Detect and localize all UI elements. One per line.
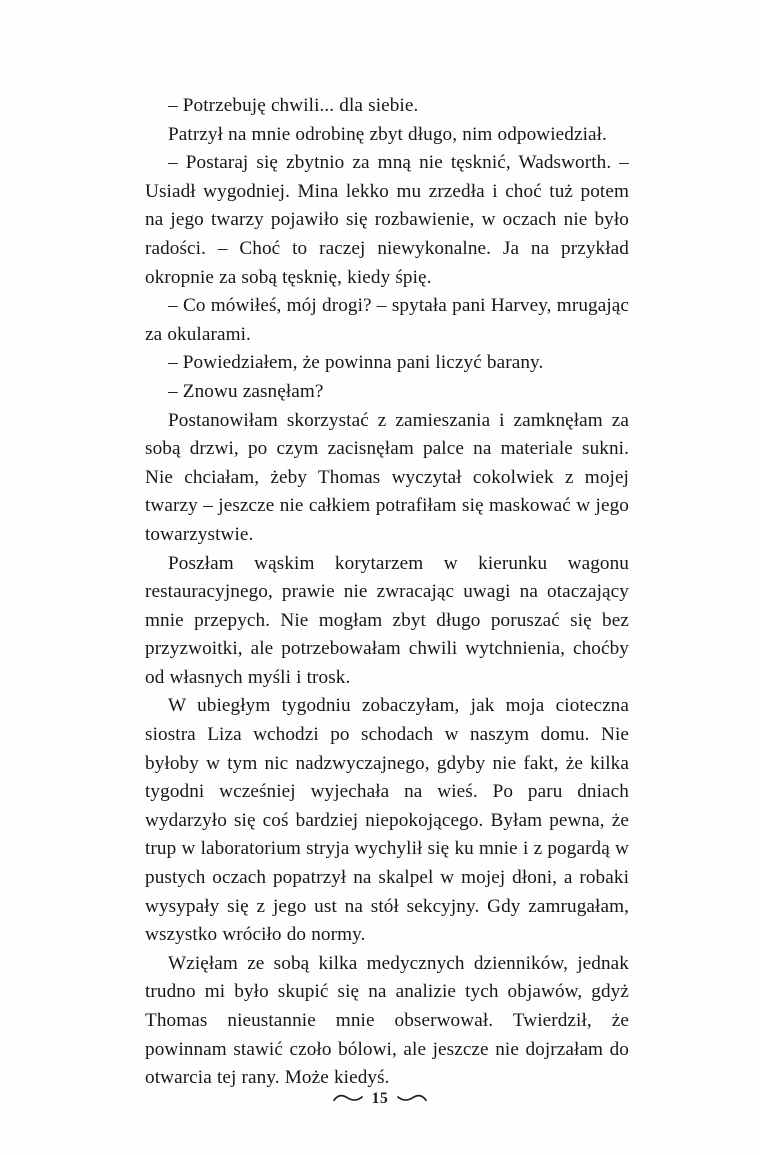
- paragraph-dialogue-4: – Powiedziałem, że powinna pani liczyć barany.: [168, 352, 544, 374]
- folio-group: [333, 1090, 428, 1108]
- flourish-left-icon: [333, 1093, 363, 1105]
- paragraph-dialogue-3: – Co mówiłeś, mój drogi? – spytała pani Harvey, mrugając za okularami.: [145, 295, 629, 345]
- paragraph-narration-4: W ubiegłym tygodniu zobaczyłam, jak moja cioteczna siostra Liza wchodzi po schodach w naszym domu. Nie byłoby w tym nic nadzwyczajnego, gdyby nie fakt, że kilka tygodni wcześniej wyjechała na wieś. Po paru dniach wydarzyło się coś bardziej niepokojącego. Byłam pewna, że trup w laboratorium stryja wychylił się ku mnie i z pogardą w pustych oczach popatrzył na skalpel w mojej dłoni, a robaki wysypały się z jego ust na stół sekcyjny. Gdy zamrugałam, wszystko wróciło do normy.: [145, 695, 629, 946]
- paragraph-narration-2: Postanowiłam skorzystać z zamieszania i zamknęłam za sobą drzwi, po czym zacisnęłam palce na materiale sukni. Nie chciałam, żeby Thomas wyczytał cokolwiek z mojej twarzy – jeszcze nie całkiem potrafiłam się maskować w jego towarzystwie.: [145, 409, 629, 545]
- page-text-block: [145, 92, 629, 1093]
- paragraph-narration-5: Wzięłam ze sobą kilka medycznych dzienników, jednak trudno mi było skupić się na analizie tych objawów, gdyż Thomas nieustannie mnie obserwował. Twierdził, że powinnam stawić czoło bólowi, ale jeszcze nie dojrzałam do otwarcia tej rany. Może kiedyś.: [145, 952, 629, 1089]
- paragraph-dialogue-1: – Potrzebuję chwili... dla siebie.: [168, 95, 419, 116]
- paragraph-narration-3: Poszłam wąskim korytarzem w kierunku wagonu restauracyjnego, prawie nie zwracając uwagi na otaczający mnie przepych. Nie mogłam zbyt długo poruszać się bez przyzwoitki, ale potrzebowałam chwili wytchnienia, choćby od własnych myśli i trosk.: [145, 552, 629, 688]
- flourish-right-icon: [397, 1093, 427, 1105]
- paragraph-dialogue-2: – Postaraj się zbytnio za mną nie tęsknić, Wadsworth. – Usiadł wygodniej. Mina lekko mu zrzedła i choć tuż potem na jego twarzy pojawiło się rozbawienie, w oczach nie było radości. – Choć to raczej niewykonalne. Ja na przykład okropnie za sobą tęsknię, kiedy śpię.: [145, 152, 629, 288]
- paragraph-narration-1: Patrzył na mnie odrobinę zbyt długo, nim odpowiedział.: [168, 123, 607, 145]
- paragraph-dialogue-5: – Znowu zasnęłam?: [168, 380, 324, 402]
- page-number: 15: [371, 1090, 389, 1107]
- page-footer: [0, 1090, 760, 1110]
